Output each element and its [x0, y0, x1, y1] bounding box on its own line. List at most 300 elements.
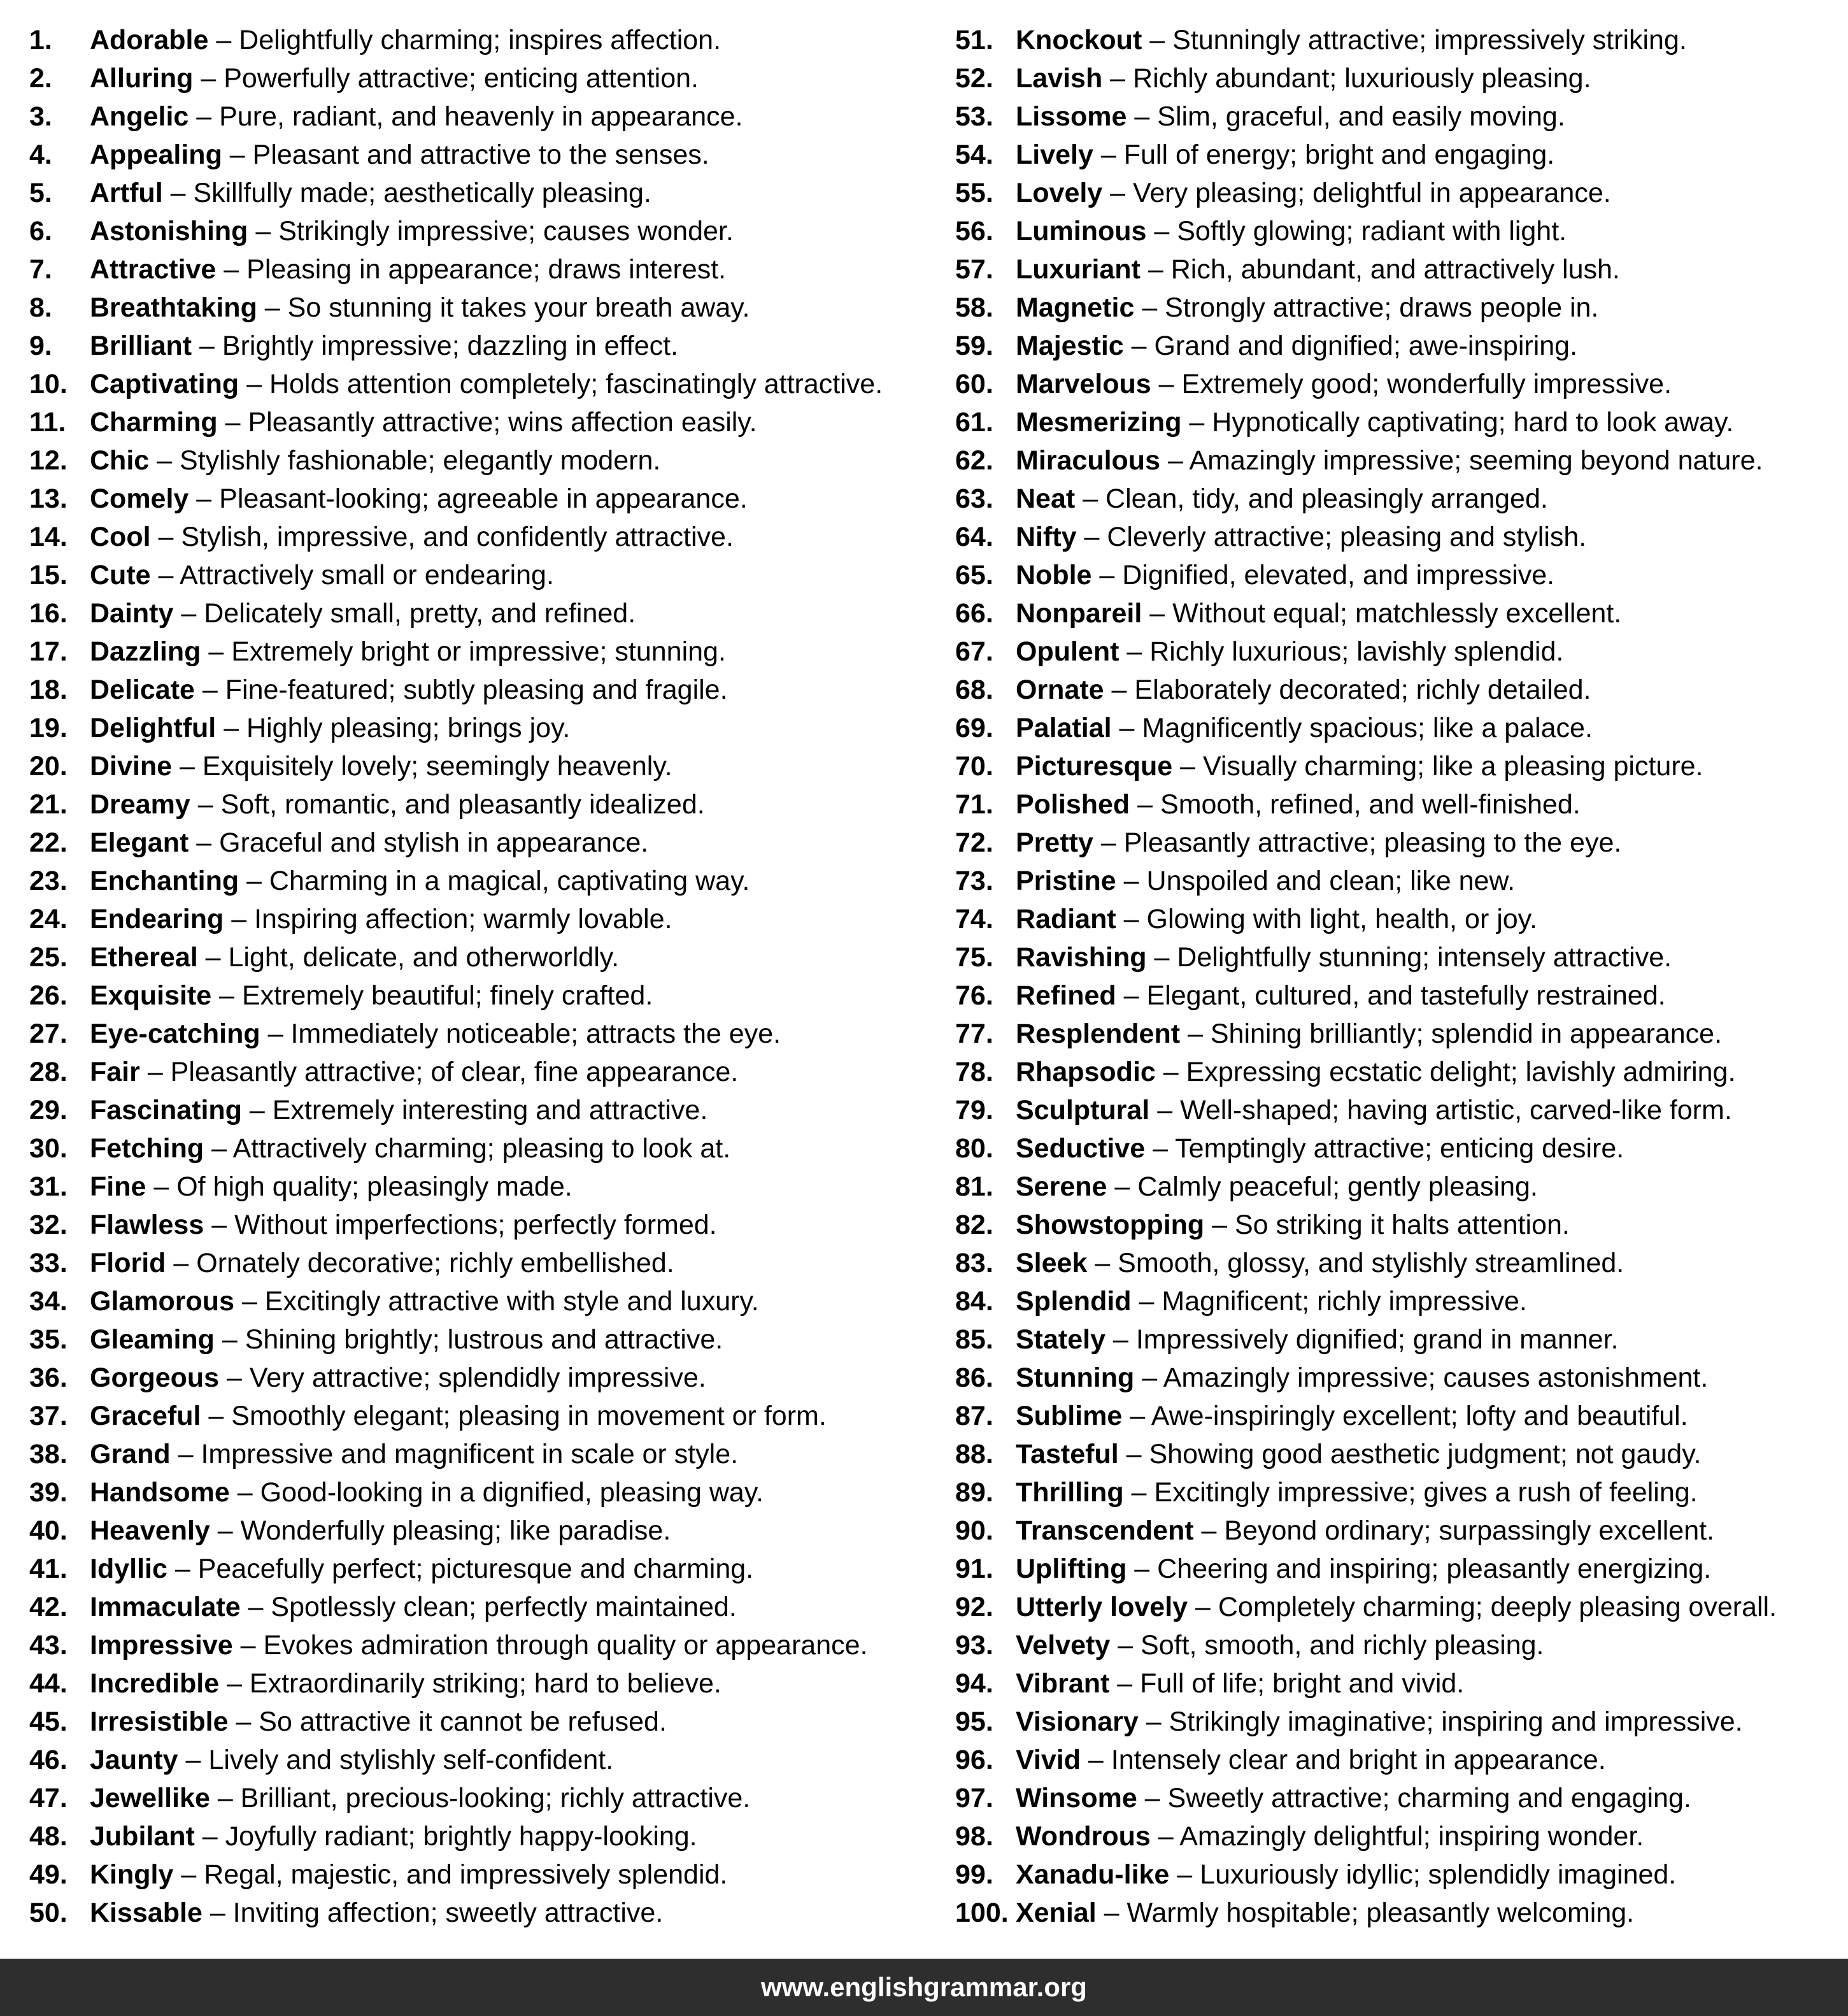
item-word: Jewellike	[90, 1783, 210, 1813]
item-text	[90, 1244, 674, 1282]
item-definition: – Cleverly attractive; pleasing and stylish.	[1076, 522, 1587, 552]
item-text	[1016, 97, 1565, 136]
item-definition: – Lively and stylishly self-confident.	[178, 1745, 614, 1775]
item-word: Luxuriant	[1016, 254, 1141, 285]
item-word: Dreamy	[90, 789, 190, 820]
item-definition: – Magnificently spacious; like a palace.	[1111, 713, 1593, 743]
list-item	[955, 1550, 1848, 1588]
item-word: Majestic	[1016, 331, 1124, 361]
item-number: 37.	[29, 1401, 68, 1431]
item-number: 76.	[955, 980, 993, 1011]
item-definition: – Fine-featured; subtly pleasing and fragile.	[194, 675, 728, 705]
item-word: Jubilant	[90, 1821, 195, 1852]
item-definition: – Pleasantly attractive; pleasing to the eye.	[1093, 827, 1622, 858]
item-word: Pristine	[1016, 866, 1116, 896]
item-text	[1016, 1512, 1714, 1550]
item-number: 31.	[29, 1171, 68, 1202]
item-definition: – Graceful and stylish in appearance.	[188, 827, 649, 858]
list-item	[955, 1588, 1848, 1626]
item-text	[1016, 1855, 1676, 1894]
item-word: Florid	[90, 1248, 166, 1278]
list-item	[955, 633, 1848, 671]
item-definition: – Showing good aesthetic judgment; not gaudy.	[1118, 1439, 1702, 1469]
list-item	[955, 976, 1848, 1015]
list-item	[29, 1244, 934, 1282]
item-text	[1016, 136, 1554, 174]
item-definition: – Strongly attractive; draws people in.	[1134, 292, 1599, 323]
item-word: Palatial	[1016, 713, 1112, 743]
item-number: 82.	[955, 1210, 993, 1240]
item-definition: – So attractive it cannot be refused.	[228, 1706, 667, 1737]
item-definition: – Dignified, elevated, and impressive.	[1091, 560, 1555, 590]
item-number: 1.	[29, 25, 52, 55]
item-text	[1016, 633, 1563, 671]
item-text	[90, 1053, 738, 1091]
item-number: 39.	[29, 1477, 68, 1508]
item-word: Transcendent	[1016, 1515, 1194, 1546]
item-text	[1016, 1626, 1544, 1664]
item-definition: – Delightfully stunning; intensely attractive.	[1146, 942, 1672, 973]
item-text	[90, 1664, 721, 1703]
list-item	[955, 1015, 1848, 1053]
list-item	[29, 1894, 934, 1932]
item-number: 78.	[955, 1057, 993, 1087]
item-number: 4.	[29, 139, 52, 170]
item-text	[90, 59, 699, 97]
item-number: 56.	[955, 216, 993, 247]
item-text	[90, 212, 734, 250]
item-definition: – Richly abundant; luxuriously pleasing.	[1102, 63, 1591, 94]
item-word: Alluring	[90, 63, 194, 94]
list-item	[29, 212, 934, 250]
item-number: 35.	[29, 1324, 68, 1355]
item-word: Lively	[1016, 139, 1093, 170]
item-text	[90, 174, 651, 212]
item-number: 2.	[29, 63, 52, 94]
item-number: 41.	[29, 1554, 68, 1584]
item-definition: – Exquisitely lovely; seemingly heavenly.	[172, 751, 672, 782]
item-definition: – Brightly impressive; dazzling in effect.	[192, 331, 679, 361]
item-number: 45.	[29, 1706, 68, 1737]
item-number: 43.	[29, 1630, 68, 1661]
list-item	[955, 1664, 1848, 1703]
item-number: 90.	[955, 1515, 993, 1546]
right-column	[955, 21, 1848, 1932]
list-item	[955, 1626, 1848, 1664]
item-text	[90, 1741, 613, 1779]
item-word: Angelic	[90, 101, 189, 132]
item-definition: – Pure, radiant, and heavenly in appearance.	[188, 101, 743, 132]
list-item	[955, 1703, 1848, 1741]
list-item	[955, 1473, 1848, 1512]
list-item	[955, 1359, 1848, 1397]
item-number: 58.	[955, 292, 993, 323]
item-definition: – Joyfully radiant; brightly happy-looking.	[194, 1821, 697, 1852]
item-word: Wondrous	[1016, 1821, 1151, 1852]
item-definition: – Skillfully made; aesthetically pleasing.	[162, 178, 651, 208]
list-item	[955, 1053, 1848, 1091]
item-text	[90, 1779, 750, 1817]
item-word: Ravishing	[1016, 942, 1147, 973]
list-item	[955, 174, 1848, 212]
item-text	[1016, 824, 1621, 862]
item-definition: – Grand and dignified; awe-inspiring.	[1123, 331, 1578, 361]
item-text	[1016, 1359, 1708, 1397]
list-item	[29, 403, 934, 441]
item-word: Astonishing	[90, 216, 248, 247]
item-definition: – Richly luxurious; lavishly splendid.	[1119, 636, 1564, 667]
list-item	[955, 1741, 1848, 1779]
item-word: Jaunty	[90, 1745, 178, 1775]
item-definition: – Full of energy; bright and engaging.	[1093, 139, 1555, 170]
item-definition: – Powerfully attractive; enticing attention.	[193, 63, 699, 94]
item-number: 79.	[955, 1095, 993, 1126]
item-number: 9.	[29, 331, 52, 361]
item-word: Lovely	[1016, 178, 1103, 208]
list-item	[955, 1091, 1848, 1129]
item-word: Nifty	[1016, 522, 1077, 552]
item-number: 69.	[955, 713, 993, 743]
item-word: Knockout	[1016, 25, 1142, 55]
list-item	[955, 747, 1848, 785]
item-text	[1016, 1817, 1644, 1855]
item-definition: – Pleasantly attractive; of clear, fine appearance.	[139, 1057, 739, 1087]
list-item	[29, 1359, 934, 1397]
item-text	[1016, 594, 1621, 633]
item-word: Picturesque	[1016, 751, 1173, 782]
item-number: 62.	[955, 445, 993, 476]
item-definition: – Immediately noticeable; attracts the eye.	[260, 1019, 781, 1049]
item-definition: – Impressively dignified; grand in manner.	[1105, 1324, 1619, 1355]
list-item	[29, 289, 934, 327]
list-item	[29, 1168, 934, 1206]
list-item	[29, 1703, 934, 1741]
item-definition: – Charming in a magical, captivating way.	[239, 866, 750, 896]
item-definition: – Brilliant, precious-looking; richly attractive.	[210, 1783, 751, 1813]
item-definition: – Evokes admiration through quality or appearance.	[232, 1630, 868, 1661]
item-word: Eye-catching	[90, 1019, 260, 1049]
item-text	[90, 480, 748, 518]
list-item	[955, 518, 1848, 556]
item-number: 26.	[29, 980, 68, 1011]
item-definition: – Soft, smooth, and richly pleasing.	[1110, 1630, 1544, 1661]
item-text	[90, 709, 570, 747]
item-word: Rhapsodic	[1016, 1057, 1156, 1087]
item-number: 36.	[29, 1362, 68, 1393]
item-text	[1016, 365, 1672, 403]
item-text	[1016, 1168, 1538, 1206]
item-word: Impressive	[90, 1630, 233, 1661]
item-text	[1016, 403, 1733, 441]
list-item	[29, 480, 934, 518]
item-text	[1016, 1550, 1711, 1588]
site-footer	[0, 1959, 1848, 2016]
item-definition: – So stunning it takes your breath away.	[257, 292, 750, 323]
item-text	[90, 1168, 572, 1206]
item-number: 84.	[955, 1286, 993, 1317]
item-text	[90, 938, 619, 976]
item-definition: – Extremely beautiful; finely crafted.	[211, 980, 653, 1011]
item-number: 51.	[955, 25, 993, 55]
list-item	[29, 1435, 934, 1473]
item-text	[1016, 289, 1598, 327]
item-word: Marvelous	[1016, 369, 1151, 399]
item-text	[90, 289, 750, 327]
item-definition: – Wonderfully pleasing; like paradise.	[210, 1515, 671, 1546]
item-word: Gorgeous	[90, 1362, 220, 1393]
item-text	[1016, 671, 1591, 709]
item-definition: – Sweetly attractive; charming and engaging.	[1137, 1783, 1691, 1813]
item-number: 17.	[29, 636, 68, 667]
list-item	[29, 709, 934, 747]
item-text	[1016, 1779, 1691, 1817]
item-definition: – Elaborately decorated; richly detailed.	[1104, 675, 1591, 705]
item-word: Serene	[1016, 1171, 1107, 1202]
item-word: Exquisite	[90, 980, 212, 1011]
item-definition: – Pleasing in appearance; draws interest.	[216, 254, 727, 285]
list-item	[29, 862, 934, 900]
list-item	[29, 824, 934, 862]
item-word: Utterly lovely	[1016, 1592, 1188, 1622]
item-text	[90, 976, 653, 1015]
list-item	[29, 1741, 934, 1779]
list-item	[955, 709, 1848, 747]
item-text	[90, 1359, 706, 1397]
list-item	[29, 441, 934, 480]
item-word: Glamorous	[90, 1286, 234, 1317]
item-number: 16.	[29, 598, 68, 629]
item-number: 97.	[955, 1783, 993, 1813]
item-number: 59.	[955, 331, 993, 361]
item-word: Gleaming	[90, 1324, 215, 1355]
list-item	[955, 1779, 1848, 1817]
list-item	[955, 403, 1848, 441]
item-word: Noble	[1016, 560, 1092, 590]
list-item	[955, 1512, 1848, 1550]
item-text	[90, 900, 672, 938]
list-item	[29, 1512, 934, 1550]
item-text	[90, 1473, 764, 1512]
item-definition: – Good-looking in a dignified, pleasing way.	[229, 1477, 764, 1508]
item-text	[1016, 441, 1763, 480]
list-item	[29, 1015, 934, 1053]
item-number: 32.	[29, 1210, 68, 1240]
list-item	[29, 1206, 934, 1244]
item-text	[1016, 1435, 1701, 1473]
item-word: Charming	[90, 407, 218, 438]
item-text	[90, 403, 757, 441]
item-text	[90, 518, 734, 556]
item-text	[90, 1435, 738, 1473]
item-definition: – Rich, abundant, and attractively lush.	[1140, 254, 1620, 285]
item-definition: – Highly pleasing; brings joy.	[216, 713, 571, 743]
item-word: Velvety	[1016, 1630, 1111, 1661]
item-definition: – Smooth, glossy, and stylishly streamlined.	[1087, 1248, 1624, 1278]
list-item	[955, 441, 1848, 480]
item-text	[1016, 1053, 1735, 1091]
item-word: Fetching	[90, 1133, 204, 1164]
item-number: 57.	[955, 254, 993, 285]
list-item	[29, 21, 934, 59]
item-text	[1016, 900, 1537, 938]
item-number: 40.	[29, 1515, 68, 1546]
list-item	[29, 1550, 934, 1588]
list-item	[29, 633, 934, 671]
item-word: Lavish	[1016, 63, 1103, 94]
list-item	[955, 1282, 1848, 1320]
item-text	[90, 365, 883, 403]
item-number: 42.	[29, 1592, 68, 1622]
item-definition: – Warmly hospitable; pleasantly welcoming.	[1096, 1898, 1635, 1928]
item-number: 99.	[955, 1859, 993, 1890]
item-number: 49.	[29, 1859, 68, 1890]
item-definition: – Pleasant-looking; agreeable in appearance.	[188, 483, 748, 514]
list-item	[955, 1320, 1848, 1359]
item-number: 86.	[955, 1362, 993, 1393]
item-word: Vibrant	[1016, 1668, 1110, 1699]
item-word: Comely	[90, 483, 189, 514]
item-definition: – Amazingly impressive; causes astonishment.	[1134, 1362, 1709, 1393]
item-text	[90, 21, 721, 59]
item-number: 11.	[29, 407, 66, 438]
list-item	[29, 59, 934, 97]
item-word: Visionary	[1016, 1706, 1139, 1737]
list-item	[955, 59, 1848, 97]
item-definition: – Beyond ordinary; surpassingly excellent.	[1193, 1515, 1715, 1546]
item-number: 29.	[29, 1095, 68, 1126]
list-item	[955, 365, 1848, 403]
item-definition: – Expressing ecstatic delight; lavishly admiring.	[1155, 1057, 1736, 1087]
item-number: 65.	[955, 560, 993, 590]
item-definition: – Stylishly fashionable; elegantly modern.	[149, 445, 661, 476]
list-item	[29, 327, 934, 365]
item-text	[90, 1091, 707, 1129]
item-text	[1016, 174, 1611, 212]
item-word: Cool	[90, 522, 151, 552]
item-text	[1016, 1664, 1464, 1703]
list-item	[955, 785, 1848, 824]
list-item	[29, 556, 934, 594]
item-word: Splendid	[1016, 1286, 1132, 1317]
item-number: 81.	[955, 1171, 993, 1202]
list-item	[955, 556, 1848, 594]
item-word: Endearing	[90, 904, 224, 934]
item-word: Delicate	[90, 675, 195, 705]
item-definition: – Inviting affection; sweetly attractive.	[202, 1898, 664, 1928]
item-number: 38.	[29, 1439, 68, 1469]
item-definition: – Amazingly delightful; inspiring wonder.	[1150, 1821, 1644, 1852]
item-definition: – Impressive and magnificent in scale or style.	[170, 1439, 739, 1469]
item-word: Winsome	[1016, 1783, 1137, 1813]
item-definition: – Elegant, cultured, and tastefully restrained.	[1116, 980, 1666, 1011]
item-number: 44.	[29, 1668, 68, 1699]
item-definition: – Cheering and inspiring; pleasantly energizing.	[1127, 1554, 1712, 1584]
list-item	[955, 136, 1848, 174]
item-definition: – Magnificent; richly impressive.	[1131, 1286, 1527, 1317]
list-item	[955, 1855, 1848, 1894]
item-number: 92.	[955, 1592, 993, 1622]
item-word: Resplendent	[1016, 1019, 1181, 1049]
word-list	[0, 21, 1848, 1926]
item-text	[90, 747, 672, 785]
item-text	[1016, 938, 1672, 976]
list-item	[955, 900, 1848, 938]
item-word: Attractive	[90, 254, 217, 285]
list-item	[29, 1473, 934, 1512]
item-number: 72.	[955, 827, 993, 858]
item-definition: – Delicately small, pretty, and refined.	[173, 598, 636, 629]
left-column	[29, 21, 934, 1932]
item-text	[1016, 1282, 1527, 1320]
item-definition: – Hypnotically captivating; hard to look away.	[1181, 407, 1734, 438]
item-definition: – Spotlessly clean; perfectly maintained.	[240, 1592, 737, 1622]
item-definition: – Excitingly attractive with style and luxury.	[234, 1286, 759, 1317]
item-word: Opulent	[1016, 636, 1119, 667]
item-definition: – Smooth, refined, and well-finished.	[1130, 789, 1581, 820]
item-definition: – Strikingly imaginative; inspiring and impressive.	[1138, 1706, 1743, 1737]
item-text	[90, 594, 636, 633]
item-definition: – Shining brightly; lustrous and attractive.	[214, 1324, 723, 1355]
item-word: Vivid	[1016, 1745, 1081, 1775]
item-word: Miraculous	[1016, 445, 1160, 476]
item-number: 21.	[29, 789, 68, 820]
list-item	[29, 1282, 934, 1320]
item-word: Uplifting	[1016, 1554, 1127, 1584]
item-text	[1016, 1473, 1698, 1512]
footer-url[interactable]: www.englishgrammar.org	[761, 1972, 1087, 2002]
item-text	[1016, 327, 1577, 365]
item-text	[1016, 21, 1687, 59]
item-definition: – Well-shaped; having artistic, carved-like form.	[1149, 1095, 1732, 1126]
item-word: Immaculate	[90, 1592, 241, 1622]
item-number: 22.	[29, 827, 68, 858]
item-definition: – Intensely clear and bright in appearance.	[1080, 1745, 1606, 1775]
item-text	[90, 441, 660, 480]
item-text	[1016, 747, 1703, 785]
item-word: Breathtaking	[90, 292, 257, 323]
item-text	[90, 250, 726, 289]
item-number: 6.	[29, 216, 52, 247]
item-definition: – Extremely good; wonderfully impressive.	[1151, 369, 1672, 399]
item-word: Seductive	[1016, 1133, 1146, 1164]
item-number: 64.	[955, 522, 993, 552]
list-item	[955, 1817, 1848, 1855]
item-text	[90, 97, 743, 136]
item-number: 19.	[29, 713, 68, 743]
item-text	[90, 1703, 667, 1741]
list-item	[29, 518, 934, 556]
item-number: 66.	[955, 598, 993, 629]
item-word: Adorable	[90, 25, 209, 55]
item-definition: – Very attractive; splendidly impressive.	[219, 1362, 706, 1393]
item-text	[90, 1015, 781, 1053]
list-item	[29, 1855, 934, 1894]
item-number: 95.	[955, 1706, 993, 1737]
item-number: 71.	[955, 789, 993, 820]
list-item	[29, 1397, 934, 1435]
item-text	[90, 1817, 697, 1855]
item-number: 14.	[29, 522, 68, 552]
item-text	[90, 862, 750, 900]
item-definition: – Delightfully charming; inspires affection.	[208, 25, 721, 55]
item-text	[90, 1320, 723, 1359]
item-number: 96.	[955, 1745, 993, 1775]
item-definition: – Softly glowing; radiant with light.	[1146, 216, 1567, 247]
item-text	[90, 633, 726, 671]
item-definition: – Clean, tidy, and pleasingly arranged.	[1075, 483, 1548, 514]
item-text	[1016, 1015, 1722, 1053]
item-text	[1016, 59, 1591, 97]
